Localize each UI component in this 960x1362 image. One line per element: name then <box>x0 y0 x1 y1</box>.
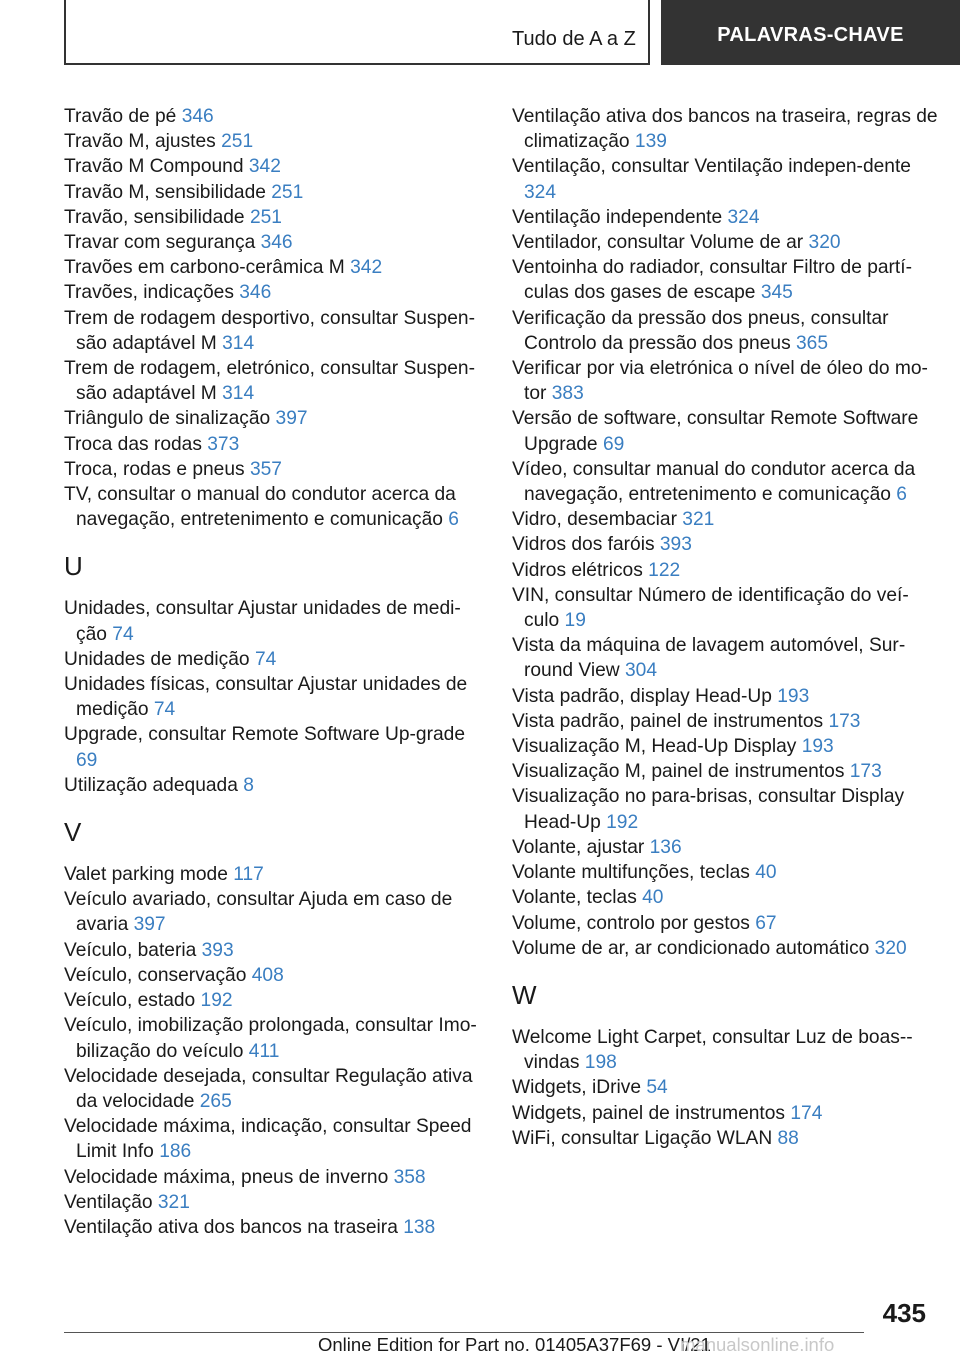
header-section-title: Tudo de A a Z <box>512 28 636 50</box>
index-entry <box>512 230 942 255</box>
header-bottom-rule <box>64 63 650 65</box>
page-link[interactable]: 192 <box>200 990 233 1012</box>
index-entry <box>64 672 484 722</box>
index-entry <box>512 507 942 532</box>
page-link[interactable]: 393 <box>659 534 692 556</box>
index-entry <box>64 1165 484 1190</box>
page-link[interactable]: 186 <box>159 1141 192 1163</box>
index-entry-text: Veículo avariado, consultar Ajuda em caso de avaria <box>64 889 453 936</box>
page-link[interactable]: 383 <box>551 383 584 405</box>
page-link[interactable]: 117 <box>233 864 264 886</box>
page-link[interactable]: 173 <box>849 761 882 783</box>
page-link[interactable]: 139 <box>634 131 667 153</box>
index-entry <box>512 205 942 230</box>
page-link[interactable]: 411 <box>248 1040 280 1062</box>
index-letter-heading: V <box>64 817 82 848</box>
index-entry <box>512 532 942 557</box>
index-entry <box>512 734 942 759</box>
page-link[interactable]: 397 <box>133 914 166 936</box>
index-entry-text: Travão, sensibilidade <box>64 206 250 228</box>
page-link[interactable]: 346 <box>260 232 293 254</box>
page-link[interactable]: 251 <box>221 131 254 153</box>
index-entry-text: Vidros elétricos <box>512 559 649 581</box>
index-entry <box>512 1075 942 1100</box>
index-letter-heading: U <box>64 551 83 582</box>
index-entry-text: Valet parking mode <box>64 864 234 886</box>
index-entry <box>512 709 942 734</box>
page-link[interactable]: 346 <box>181 106 214 127</box>
index-column-right <box>512 104 942 1151</box>
index-entry-text: Troca, rodas e pneus <box>64 458 250 480</box>
index-entry-text: Veículo, bateria <box>64 939 202 961</box>
page-number: 435 <box>882 1298 926 1328</box>
index-entry <box>64 129 484 154</box>
index-entry <box>512 154 942 204</box>
index-entry <box>64 306 484 356</box>
page-link[interactable]: 321 <box>157 1191 190 1213</box>
index-letter-heading: W <box>512 979 537 1010</box>
index-entry-text: VIN, consultar Número de identificação do veí-culo <box>512 584 909 632</box>
header-left-rule <box>64 0 66 64</box>
index-entry <box>512 911 942 936</box>
index-entry-text: Velocidade desejada, consultar Regulação ativa da velocidade <box>64 1065 473 1112</box>
index-entry <box>64 230 484 255</box>
page-link[interactable]: 6 <box>448 509 459 531</box>
index-entry <box>64 1114 484 1164</box>
index-entry <box>512 835 942 860</box>
index-entry-text: Unidades, consultar Ajustar unidades de medi-ção <box>64 598 461 645</box>
index-entry <box>64 205 484 230</box>
index-entry <box>512 1025 942 1075</box>
index-entry-text: Ventilação ativa dos bancos na traseira, regras de climatização <box>512 106 938 153</box>
index-entry <box>64 280 484 305</box>
index-entry <box>64 1013 484 1063</box>
page-link[interactable]: 54 <box>646 1077 668 1099</box>
page-link[interactable]: 397 <box>275 408 308 430</box>
index-entry-text: Volante multifunções, teclas <box>512 862 756 884</box>
index-entry-text: WiFi, consultar Ligação WLAN <box>512 1127 778 1149</box>
index-entry <box>64 482 484 532</box>
page-link[interactable]: 251 <box>271 181 304 203</box>
index-entry <box>512 885 942 910</box>
page-link[interactable]: 304 <box>624 660 657 682</box>
index-entry-text: Vídeo, consultar manual do condutor acerca da navegação, entretenimento e comunicação <box>512 458 916 506</box>
index-entry-text: Visualização M, painel de instrumentos <box>512 761 850 783</box>
page-link[interactable]: 345 <box>760 282 793 304</box>
page-link[interactable]: 314 <box>222 332 255 354</box>
index-column-left <box>64 104 484 1240</box>
page-link[interactable]: 314 <box>222 383 255 405</box>
page-link[interactable]: 324 <box>727 206 760 228</box>
header-mid-rule <box>648 0 650 64</box>
index-entry-text: Volume, controlo por gestos <box>512 912 756 934</box>
footer-edition: Online Edition for Part no. 01405A37F69 - VI/21 <box>318 1334 711 1355</box>
page-link[interactable]: 265 <box>199 1090 232 1112</box>
index-entry <box>64 457 484 482</box>
index-entry <box>64 722 484 772</box>
index-entry-text: Verificação da pressão dos pneus, consultar Controlo da pressão dos pneus <box>512 307 889 354</box>
page-link[interactable]: 138 <box>403 1216 436 1238</box>
index-entry <box>64 1064 484 1114</box>
index-entry-text: Ventilador, consultar Volume de ar <box>512 232 809 254</box>
index-entry-text: Vidro, desembaciar <box>512 509 683 531</box>
index-entry-text: Travão M Compound <box>64 156 249 178</box>
page-link[interactable]: 74 <box>112 623 134 645</box>
index-entry-text: Veículo, estado <box>64 990 201 1012</box>
index-entry-text: Travão de pé <box>64 106 182 127</box>
page-link[interactable]: 40 <box>642 887 664 909</box>
index-entry-text: Visualização M, Head-Up Display <box>512 736 802 758</box>
index-entry-text: Upgrade, consultar Remote Software Up-grade <box>64 724 466 746</box>
index-entry-text: Visualização no para-brisas, consultar Display Head-Up <box>512 786 905 833</box>
index-entry <box>64 963 484 988</box>
index-entry-text: Triângulo de sinalização <box>64 408 276 430</box>
header-chapter-tab: PALAVRAS-CHAVE <box>661 0 960 65</box>
index-entry-text: Verificar por via eletrónica o nível de óleo do mo-tor <box>512 358 928 405</box>
index-entry-text: Utilização adequada <box>64 774 244 796</box>
page-link[interactable]: 393 <box>201 939 234 961</box>
page-link[interactable]: 67 <box>755 912 777 934</box>
index-entry <box>64 938 484 963</box>
index-entry-text: Ventilação <box>64 1191 158 1213</box>
page-link[interactable]: 321 <box>682 509 715 531</box>
page-link[interactable]: 198 <box>584 1052 617 1074</box>
page-link[interactable]: 193 <box>801 736 834 758</box>
page-link[interactable]: 408 <box>251 964 284 986</box>
index-entry <box>64 773 484 798</box>
index-entry-text: Vista da máquina de lavagem automóvel, Sur-round View <box>512 635 906 682</box>
page-link[interactable]: 173 <box>828 710 861 732</box>
index-entry-text: Vista padrão, display Head-Up <box>512 685 778 707</box>
page-link[interactable]: 69 <box>76 749 98 771</box>
page-link[interactable]: 365 <box>796 332 829 354</box>
page-link[interactable]: 324 <box>524 181 557 203</box>
index-entry-text: Troca das rodas <box>64 433 208 455</box>
page-link[interactable]: 192 <box>606 811 639 833</box>
index-entry-text: Widgets, painel de instrumentos <box>512 1102 791 1124</box>
index-entry <box>512 784 942 834</box>
index-entry <box>64 887 484 937</box>
index-entry-text: Ventoinha do radiador, consultar Filtro de partí-culas dos gases de escape <box>512 257 912 304</box>
index-entry-text: Travar com segurança <box>64 232 261 254</box>
page-link[interactable]: 6 <box>896 484 907 506</box>
page-link[interactable]: 193 <box>777 685 810 707</box>
index-entry-text: Volante, teclas <box>512 887 643 909</box>
index-entry-text: Ventilação, consultar Ventilação indepen-dente <box>512 156 911 178</box>
page-link[interactable]: 8 <box>243 774 254 796</box>
page-link[interactable]: 122 <box>648 559 681 581</box>
index-entry <box>512 104 942 154</box>
index-entry-text: Ventilação ativa dos bancos na traseira <box>64 1216 404 1238</box>
page-link[interactable]: 88 <box>777 1127 799 1149</box>
index-entry <box>512 759 942 784</box>
index-entry-text: Welcome Light Carpet, consultar Luz de boas--vindas <box>512 1026 913 1074</box>
index-entry <box>64 104 484 129</box>
page-link[interactable]: 19 <box>564 610 586 632</box>
watermark: manualsonline.info <box>680 1334 835 1355</box>
index-entry <box>512 583 942 633</box>
index-entry <box>64 647 484 672</box>
index-entry-text: Velocidade máxima, pneus de inverno <box>64 1166 394 1188</box>
index-entry <box>512 936 942 961</box>
index-entry-text: Ventilação independente <box>512 206 728 228</box>
index-entry-text: Trem de rodagem, eletrónico, consultar Suspen-são adaptável M <box>64 358 475 405</box>
index-entry <box>512 406 942 456</box>
index-entry <box>64 1215 484 1240</box>
index-entry-text: Veículo, conservação <box>64 964 252 986</box>
index-entry-text: Trem de rodagem desportivo, consultar Suspen-são adaptável M <box>64 307 475 354</box>
index-entry-text: Travões em carbono-cerâmica M <box>64 257 351 279</box>
page-link[interactable]: 320 <box>808 232 841 254</box>
index-entry-text: Velocidade máxima, indicação, consultar Speed Limit Info <box>64 1116 472 1163</box>
page-link[interactable]: 74 <box>153 699 176 721</box>
index-entry-text: Veículo, imobilização prolongada, consultar Imo-bilização do veículo <box>64 1015 477 1062</box>
index-entry <box>64 988 484 1013</box>
index-entry <box>512 558 942 583</box>
page-link[interactable]: 320 <box>874 937 907 959</box>
index-entry-text: Widgets, iDrive <box>512 1077 647 1099</box>
index-entry <box>64 1190 484 1215</box>
index-entry-text: Volante, ajustar <box>512 836 650 858</box>
page-link[interactable]: 74 <box>254 648 277 670</box>
page-link[interactable]: 174 <box>790 1102 823 1124</box>
page-link[interactable]: 69 <box>602 433 625 455</box>
index-entry-text: Unidades físicas, consultar Ajustar unidades de medição <box>64 674 468 721</box>
index-entry-text: Vidros dos faróis <box>512 534 660 556</box>
footer-rule <box>64 1332 864 1333</box>
page-link[interactable]: 346 <box>239 282 272 304</box>
index-entry <box>64 596 484 646</box>
index-entry-text: Vista padrão, painel de instrumentos <box>512 710 829 732</box>
index-entry-text: Versão de software, consultar Remote Software Upgrade <box>512 408 919 455</box>
index-entry-text: TV, consultar o manual do condutor acerca da navegação, entretenimento e comunicação <box>64 484 456 531</box>
index-entry <box>64 862 484 887</box>
index-entry <box>512 255 942 305</box>
index-entry <box>64 432 484 457</box>
index-entry-text: Unidades de medição <box>64 648 255 670</box>
page-link[interactable]: 342 <box>350 257 383 279</box>
index-entry <box>512 1126 942 1151</box>
index-entry-text: Travões, indicações <box>64 282 240 304</box>
page-link[interactable]: 136 <box>649 836 682 858</box>
index-entry <box>512 684 942 709</box>
index-entry <box>512 457 942 507</box>
index-entry <box>64 356 484 406</box>
index-entry <box>512 860 942 885</box>
index-entry <box>64 406 484 431</box>
index-entry-text: Volume de ar, ar condicionado automático <box>512 937 875 959</box>
page-link[interactable]: 342 <box>248 156 281 178</box>
index-entry <box>512 633 942 683</box>
index-entry-text: Travão M, sensibilidade <box>64 181 272 203</box>
page-link[interactable]: 358 <box>393 1166 426 1188</box>
index-entry <box>64 255 484 280</box>
index-entry <box>512 1101 942 1126</box>
index-entry-text: Travão M, ajustes <box>64 131 222 153</box>
page-link[interactable]: 373 <box>207 433 240 455</box>
page-link[interactable]: 357 <box>249 458 282 480</box>
index-entry <box>64 154 484 179</box>
index-entry <box>512 306 942 356</box>
index-entry <box>64 180 484 205</box>
page-link[interactable]: 40 <box>755 862 777 884</box>
index-entry <box>512 356 942 406</box>
page-link[interactable]: 251 <box>249 206 282 228</box>
